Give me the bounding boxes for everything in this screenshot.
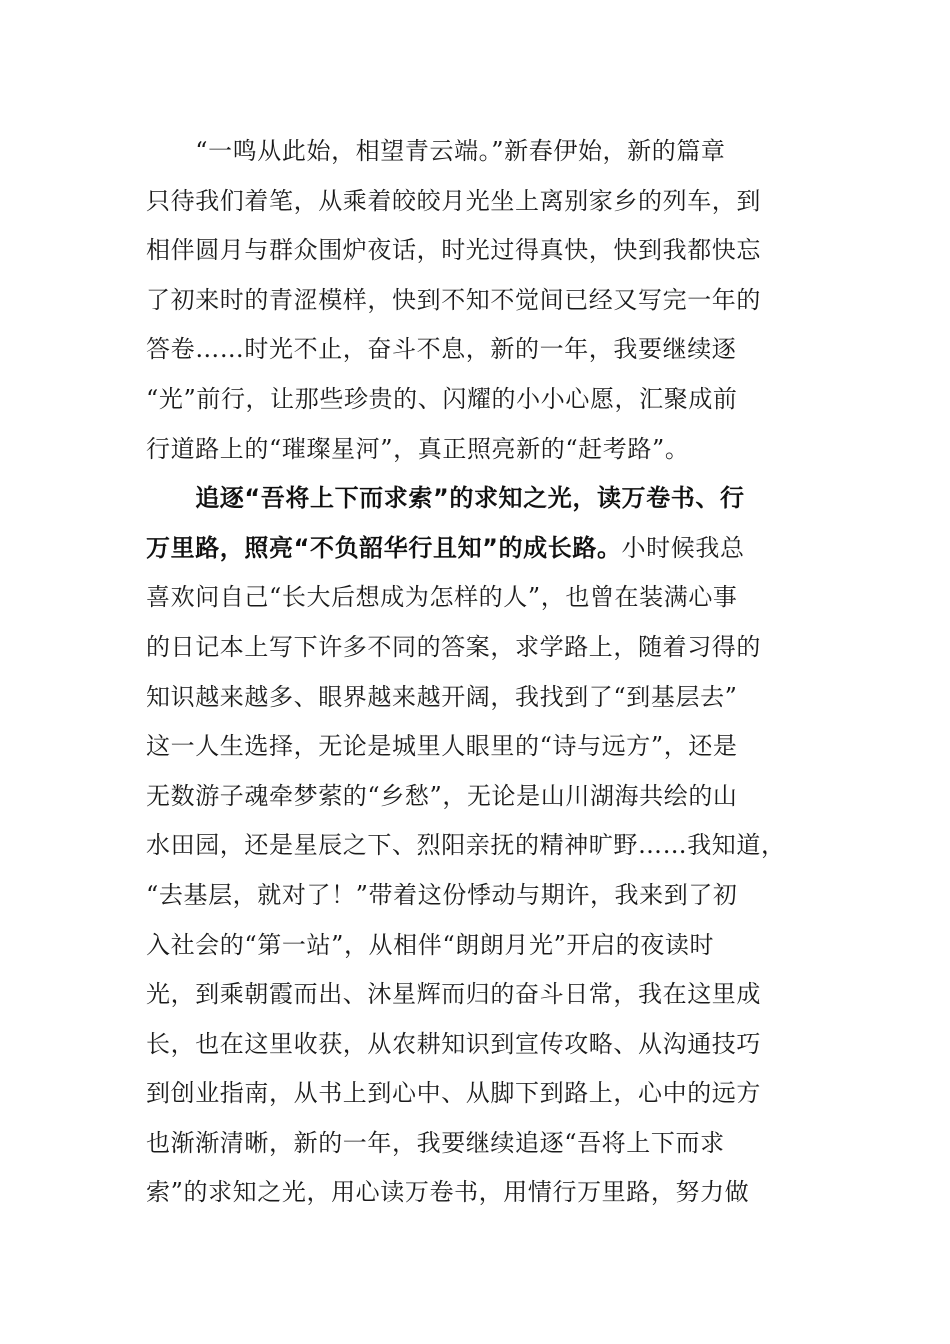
- paragraph-1-line-3: 相伴圆月与群众围炉夜话，时光过得真快，快到我都快忘: [146, 236, 761, 265]
- paragraph-2-line-2-text: 小时候我总: [621, 533, 745, 562]
- paragraph-2-line-13: 到创业指南，从书上到心中、从脚下到路上，心中的远方: [146, 1079, 761, 1108]
- paragraph-1-line-4: 了初来时的青涩模样，快到不知不觉间已经又写完一年的: [146, 285, 761, 314]
- paragraph-2-line-2: [146, 524, 796, 574]
- paragraph-2-heading-line-2: 万里路，照亮“不负韶华行且知”的成长路。: [146, 533, 622, 562]
- paragraph-1-line-7: 行道路上的“璀璨星河”，真正照亮新的“赶考路”。: [146, 434, 690, 463]
- paragraph-1-line-2: 只待我们着笔，从乘着皎皎月光坐上离别家乡的列车，到: [146, 186, 761, 215]
- paragraph-2-line-4: 的日记本上写下许多不同的答案，求学路上，随着习得的: [146, 632, 761, 661]
- paragraph-1-line-6: “光”前行，让那些珍贵的、闪耀的小小心愿，汇聚成前: [146, 384, 738, 413]
- paragraph-1-line-5: 答卷……时光不止，奋斗不息，新的一年，我要继续逐: [146, 335, 737, 364]
- paragraph-2-line-14: 也渐渐清晰，新的一年，我要继续追逐“吾将上下而求: [146, 1128, 725, 1157]
- document-body: [146, 127, 796, 1218]
- paragraph-2-line-9: “去基层，就对了！”带着这份悸动与期许，我来到了初: [146, 880, 738, 909]
- paragraph-2-line-7: 无数游子魂牵梦萦的“乡愁”，无论是山川湖海共绘的山: [146, 781, 738, 810]
- paragraph-2-line-3: 喜欢问自己“长大后想成为怎样的人”，也曾在装满心事: [146, 583, 738, 612]
- paragraph-2-line-5: 知识越来越多、眼界越来越开阔，我找到了“到基层去”: [146, 682, 738, 711]
- paragraph-2-line-6: 这一人生选择，无论是城里人眼里的“诗与远方”，还是: [146, 732, 738, 761]
- paragraph-2-line-10: 入社会的“第一站”，从相伴“朗朗月光”开启的夜读时: [146, 930, 715, 959]
- paragraph-2-line-8: 水田园，还是星辰之下、烈阳亲抚的精神旷野……我知道，: [146, 831, 786, 860]
- paragraph-2-heading-line-1: 追逐“吾将上下而求索”的求知之光，读万卷书、行: [146, 484, 745, 513]
- paragraph-2-line-12: 长，也在这里收获，从农耕知识到宣传攻略、从沟通技巧: [146, 1029, 761, 1058]
- paragraph-1-line-1: “一鸣从此始，相望青云端。”新春伊始，新的篇章: [146, 137, 726, 165]
- paragraph-2-line-15: 索”的求知之光，用心读万卷书，用情行万里路，努力做: [146, 1178, 750, 1207]
- paragraph-2-line-11: 光，到乘朝霞而出、沐星辉而归的奋斗日常，我在这里成: [146, 980, 761, 1009]
